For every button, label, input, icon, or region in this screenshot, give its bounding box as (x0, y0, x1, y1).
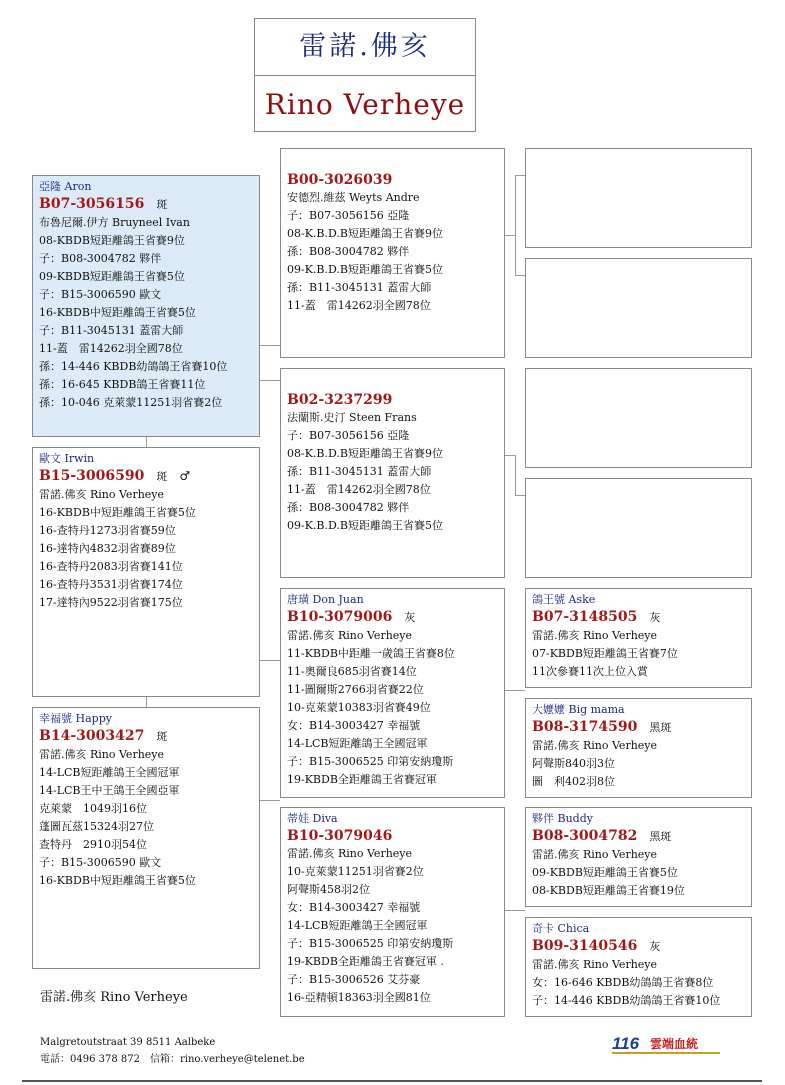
record-line: 子：B11-3045131 蓋雷大師 (39, 324, 184, 337)
pigeon-card-dam-dam (280, 807, 505, 1017)
record-line: 10-克萊蒙10383羽省賽49位 (287, 701, 431, 714)
logo-116-cloud-pedigree (610, 1032, 722, 1056)
record-line: 孫：10-046 克萊蒙11251羽省賽2位 (39, 396, 223, 409)
record-line: 雷諾.佛亥 Rino Verheye (287, 629, 413, 642)
record-line: 14-LCB短距離鴿王全國冠軍 (39, 766, 180, 779)
feather-color: 斑 (156, 730, 168, 743)
logo-text: 雲端血統 (650, 1037, 699, 1051)
record-line: 安德烈.維茲 Weyts Andre (287, 191, 420, 204)
record-list (39, 214, 253, 412)
record-line: 孫：B11-3045131 蓋雷大師 (287, 465, 432, 478)
record-line: 子：B07-3056156 亞隆 (287, 209, 410, 222)
record-line: 孫：B08-3004782 夥伴 (287, 501, 410, 514)
record-line: 09-K.B.D.B短距離鴿王省賽5位 (287, 263, 444, 276)
record-line: 圖 利402羽8位 (532, 775, 615, 788)
connector-line (515, 275, 525, 276)
record-list (287, 627, 498, 789)
record-line: 11次參賽11次上位入賞 (532, 665, 648, 678)
record-line: 雷諾.佛亥 Rino Verheye (39, 748, 165, 761)
contact-info (40, 1034, 305, 1068)
record-line: 孫：16-645 KBDB鴿王省賽11位 (39, 378, 206, 391)
record-line: 16-達特內4832羽省賽89位 (39, 542, 176, 555)
pigeon-name: 蒂娃 Diva (287, 812, 338, 825)
ring-number: B08-3174590 (532, 719, 638, 735)
record-line: 14-LCB王中王鴿王全國亞軍 (39, 784, 180, 797)
record-list (39, 486, 253, 612)
feather-color: 斑 (156, 198, 168, 211)
record-list (39, 746, 253, 890)
record-line: 女：B14-3003427 幸福號 (287, 719, 421, 732)
ring-number: B15-3006590 (39, 468, 145, 484)
record-line: 女：B14-3003427 幸福號 (287, 901, 421, 914)
record-line: 08-KBDB短距離鴿王省賽9位 (39, 234, 185, 247)
connector-line (505, 910, 525, 911)
record-line: 11-圖爾斯2766羽省賽22位 (287, 683, 424, 696)
feather-color: 灰 (649, 940, 661, 953)
connector-line (260, 380, 280, 381)
pigeon-card-dam-dam-sire (525, 807, 752, 907)
record-line: 子：B15-3006525 印第安納瓊斯 (287, 937, 454, 950)
connector-line (505, 455, 515, 456)
connector-line (515, 455, 516, 495)
record-line: 子：B07-3056156 亞隆 (287, 429, 410, 442)
pigeon-card-subject (32, 175, 260, 437)
connector-line (505, 235, 515, 236)
record-line: 16-查特丹2083羽省賽141位 (39, 560, 183, 573)
record-list (287, 845, 498, 1007)
record-line: 16-亞精頓18363羽全國81位 (287, 991, 431, 1004)
pigeon-card-dam-sire (280, 588, 505, 798)
record-line: 19-KBDB全距離鴿王省賽冠軍 . (287, 955, 444, 968)
record-line: 雷諾.佛亥 Rino Verheye (532, 739, 658, 752)
record-list (532, 846, 745, 900)
record-line: 阿聲斯840羽3位 (532, 757, 615, 770)
pigeon-name: 歐文 Irwin (39, 452, 95, 465)
record-line: 16-KBDB中短距離鴿王省賽5位 (39, 874, 196, 887)
feather-color: 灰 (404, 611, 416, 624)
connector-line (505, 690, 525, 691)
feather-color: 灰 (649, 611, 661, 624)
record-line: 克萊蒙 1049羽16位 (39, 802, 147, 815)
pigeon-card-sire (32, 447, 260, 697)
record-line: 16-KBDB中短距離鴿王省賽5位 (39, 306, 196, 319)
record-line: 17-達特內9522羽省賽175位 (39, 596, 183, 609)
ring-number: B09-3140546 (532, 938, 638, 954)
connector-line (260, 660, 280, 661)
record-line: 08-K.B.D.B短距離鴿王省賽9位 (287, 227, 444, 240)
record-line: 雷諾.佛亥 Rino Verheye (532, 958, 658, 971)
pigeon-card-dam-sire-dam (525, 698, 752, 798)
record-line: 雷諾.佛亥 Rino Verheye (287, 847, 413, 860)
record-list (287, 409, 498, 535)
phone-email-line: 電話：0496 378 872 信箱：rino.verheye@telenet.be (40, 1054, 305, 1065)
pigeon-card-dam-dam-dam (525, 917, 752, 1017)
record-list (532, 737, 745, 791)
record-line: 19-KBDB全距離鴿王省賽冠軍 (287, 773, 437, 786)
connector-line (260, 345, 280, 346)
record-line: 阿聲斯458羽2位 (287, 883, 370, 896)
pigeon-name: 鴿王號 Aske (532, 593, 596, 606)
logo-number: 116 (612, 1034, 640, 1053)
record-line: 雷諾.佛亥 Rino Verheye (39, 488, 165, 501)
connector-line (515, 175, 525, 176)
record-line: 11-蓋 雷14262羽全國78位 (39, 342, 183, 355)
record-list (532, 627, 745, 681)
bottom-divider (22, 1080, 762, 1082)
record-list (532, 956, 745, 1010)
record-line: 子：B08-3004782 夥伴 (39, 252, 162, 265)
record-line: 雷諾.佛亥 Rino Verheye (532, 848, 658, 861)
record-line: 09-K.B.D.B短距離鴿王省賽5位 (287, 519, 444, 532)
record-line: 16-查特丹3531羽省賽174位 (39, 578, 183, 591)
record-line: 子：B15-3006590 歐文 (39, 856, 162, 869)
record-line: 子：B15-3006590 歐文 (39, 288, 162, 301)
breeder-name-chinese: 雷諾.佛亥 (255, 19, 475, 76)
connector-line (146, 437, 147, 447)
address-line: Malgretoutstraat 39 8511 Aalbeke (40, 1037, 216, 1048)
pigeon-name: 大嬤嬤 Big mama (532, 703, 625, 716)
record-line: 查特丹 2910羽54位 (39, 838, 147, 851)
record-line: 子：B15-3006525 印第安納瓊斯 (287, 755, 454, 768)
pigeon-name: 夥伴 Buddy (532, 812, 593, 825)
record-line: 孫：B08-3004782 夥伴 (287, 245, 410, 258)
record-line: 孫：14-446 KBDB幼鴿鴿王省賽10位 (39, 360, 228, 373)
record-line: 女：16-646 KBDB幼鴿鴿王省賽8位 (532, 976, 714, 989)
ring-number: B10-3079046 (287, 828, 393, 844)
feather-color: 斑 (156, 470, 168, 483)
record-line: 14-LCB短距離鴿王全國冠軍 (287, 737, 428, 750)
pigeon-card-dam-sire-sire (525, 588, 752, 688)
ring-number: B10-3079006 (287, 609, 393, 625)
pigeon-name: 亞隆 Aron (39, 180, 92, 193)
record-line: 11-蓋 雷14262羽全國78位 (287, 299, 431, 312)
male-symbol: ♂ (179, 469, 191, 483)
pigeon-name: 幸福號 Happy (39, 712, 112, 725)
record-line: 09-KBDB短距離鴿王省賽5位 (39, 270, 185, 283)
record-line: 08-KBDB短距離鴿王省賽19位 (532, 884, 685, 897)
record-line: 10-克萊蒙11251羽省賽2位 (287, 865, 424, 878)
empty-pedigree-box (525, 148, 752, 248)
ring-number: B14-3003427 (39, 728, 145, 744)
record-line: 子：14-446 KBDB幼鴿鴿王省賽10位 (532, 994, 721, 1007)
empty-pedigree-box (525, 258, 752, 358)
breeder-name-english: Rino Verheye (264, 88, 466, 121)
connector-line (515, 495, 525, 496)
record-line: 11-KBDB中距離一歲鴿王省賽8位 (287, 647, 455, 660)
connector-line (515, 175, 516, 275)
feather-color: 黑斑 (649, 830, 672, 843)
record-line: 法蘭斯.史汀 Steen Frans (287, 411, 417, 424)
empty-pedigree-box (525, 478, 752, 578)
pigeon-card-sire-sire (280, 148, 505, 358)
record-line: 孫：B11-3045131 蓋雷大師 (287, 281, 432, 294)
ring-number: B02-3237299 (287, 392, 393, 408)
record-list (287, 189, 498, 315)
connector-line (146, 697, 147, 707)
ring-number: B07-3056156 (39, 196, 145, 212)
ring-number: B08-3004782 (532, 828, 638, 844)
record-line: 蓬圖瓦茲15324羽27位 (39, 820, 154, 833)
connector-line (260, 800, 280, 801)
ring-number: B07-3148505 (532, 609, 638, 625)
record-line: 16-查特丹1273羽省賽59位 (39, 524, 176, 537)
record-line: 09-KBDB短距離鴿王省賽5位 (532, 866, 678, 879)
record-line: 布魯尼爾.伊方 Bruyneel Ivan (39, 216, 190, 229)
empty-pedigree-box (525, 368, 752, 468)
pigeon-name: 奇卡 Chica (532, 922, 590, 935)
pigeon-name: 唐璜 Don Juan (287, 593, 364, 606)
record-line: 雷諾.佛亥 Rino Verheye (532, 629, 658, 642)
record-line: 08-K.B.D.B短距離鴿王省賽9位 (287, 447, 444, 460)
record-line: 11-奧爾良685羽省賽14位 (287, 665, 417, 678)
ring-number: B00-3026039 (287, 172, 393, 188)
pigeon-card-dam (32, 707, 260, 969)
title-block (254, 18, 476, 132)
record-line: 14-LCB短距離鴿王全國冠軍 (287, 919, 428, 932)
record-line: 11-蓋 雷14262羽全國78位 (287, 483, 431, 496)
feather-color: 黑斑 (649, 721, 672, 734)
record-line: 07-KBDB短距離鴿王省賽7位 (532, 647, 678, 660)
pigeon-card-sire-dam (280, 368, 505, 578)
record-line: 16-KBDB中短距離鴿王省賽5位 (39, 506, 196, 519)
breeder-signature: 雷諾.佛亥 Rino Verheye (40, 990, 188, 1005)
record-line: 子：B15-3006526 艾芬豪 (287, 973, 421, 986)
